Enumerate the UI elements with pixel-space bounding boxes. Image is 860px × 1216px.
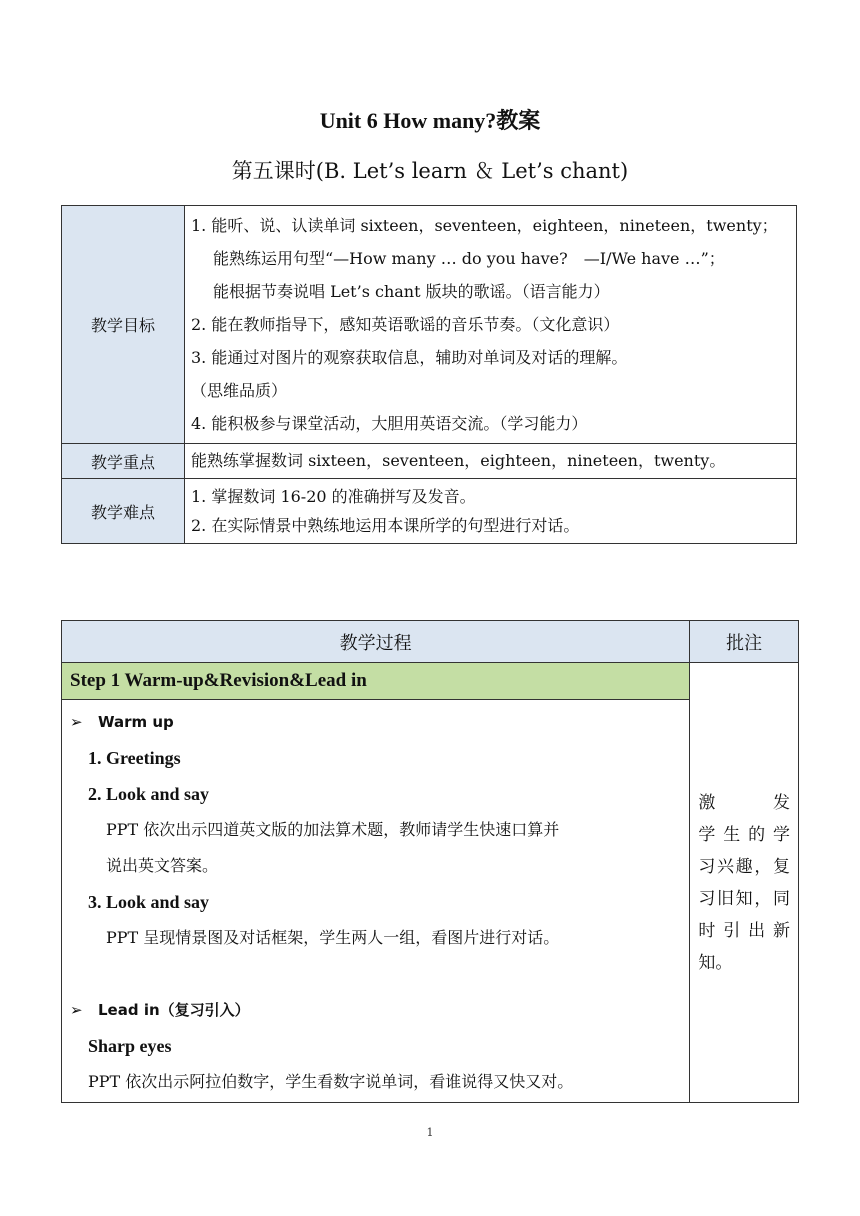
document-subtitle: 第五课时(B. Let’s learn ＆ Let’s chant) xyxy=(231,159,629,183)
objectives-table xyxy=(61,205,797,544)
difficulty-cell xyxy=(185,479,797,544)
goals-label: 教学目标 xyxy=(62,206,185,444)
process-header: 教学过程 xyxy=(62,621,690,663)
warmup-heading-text: Warm up xyxy=(98,713,174,731)
key-point-text: 能熟练掌握数词 sixteen，seventeen，eighteen，nineteen，twenty。 xyxy=(191,451,726,470)
goal-line: 1. 能听、说、认读单词 sixteen，seventeen，eighteen，nineteen，twenty； xyxy=(191,216,778,235)
item-look-and-say-1: 2. Look and say xyxy=(88,784,210,804)
item-look-and-say-2: 3. Look and say xyxy=(88,892,210,912)
goals-row xyxy=(62,206,797,444)
step1-body-row xyxy=(62,700,799,1103)
difficulty-line: 1. 掌握数词 16-20 的准确拼写及发音。 xyxy=(191,487,476,506)
difficulty-row xyxy=(62,479,797,544)
note-line: 学生的学 xyxy=(698,824,790,845)
leadin-heading-text: Lead in（复习引入） xyxy=(98,1001,250,1019)
note-line: 激 发 xyxy=(698,792,790,813)
item2-text: PPT 依次出示四道英文版的加法算术题，教师请学生快速口算并 xyxy=(106,820,560,839)
key-point-label: 教学重点 xyxy=(62,444,185,479)
sharp-eyes-text: PPT 依次出示阿拉伯数字，学生看数字说单词，看谁说得又快又对。 xyxy=(88,1072,574,1091)
sharp-eyes-heading: Sharp eyes xyxy=(88,1036,172,1056)
goal-line: （思维品质） xyxy=(191,381,288,400)
key-point-cell xyxy=(185,444,797,479)
note-line: 时引出新 xyxy=(698,920,790,941)
goal-line: 2. 能在教师指导下，感知英语歌谣的音乐节奏。（文化意识） xyxy=(191,315,620,334)
step1-body xyxy=(62,700,690,1103)
goal-line: 4. 能积极参与课堂活动，大胆用英语交流。（学习能力） xyxy=(191,414,588,433)
goal-line: 3. 能通过对图片的观察获取信息，辅助对单词及对话的理解。 xyxy=(191,348,628,367)
item-greetings: 1. Greetings xyxy=(88,748,181,768)
goals-cell xyxy=(185,206,797,444)
item2-text: 说出英文答案。 xyxy=(106,856,219,875)
item3-text: PPT 呈现情景图及对话框架，学生两人一组，看图片进行对话。 xyxy=(106,928,560,947)
key-point-row xyxy=(62,444,797,479)
leadin-heading xyxy=(70,992,683,1028)
step1-title: Step 1 Warm-up&Revision&Lead in xyxy=(62,663,690,700)
warmup-heading xyxy=(70,704,683,740)
difficulty-line: 2. 在实际情景中熟练地运用本课所学的句型进行对话。 xyxy=(191,516,580,535)
notes-header: 批注 xyxy=(690,621,799,663)
process-table xyxy=(61,620,799,1103)
notes-cell xyxy=(690,663,799,1103)
process-header-row xyxy=(62,621,799,663)
difficulty-label: 教学难点 xyxy=(62,479,185,544)
note-line: 习兴趣，复 xyxy=(698,856,790,877)
note-line: 知。 xyxy=(698,952,733,973)
note-line: 习旧知，同 xyxy=(698,888,790,909)
step1-title-row xyxy=(62,663,799,700)
goal-line: 能根据节奏说唱 Let’s chant 版块的歌谣。（语言能力） xyxy=(213,282,610,301)
goal-line: 能熟练运用句型“—How many … do you have? —I/We have …”； xyxy=(213,249,725,268)
page-number: 1 xyxy=(426,1126,434,1139)
arrow-bullet-icon: ➢ xyxy=(70,713,83,731)
arrow-bullet-icon: ➢ xyxy=(70,1001,83,1019)
document-title: Unit 6 How many?教案 xyxy=(319,108,541,133)
